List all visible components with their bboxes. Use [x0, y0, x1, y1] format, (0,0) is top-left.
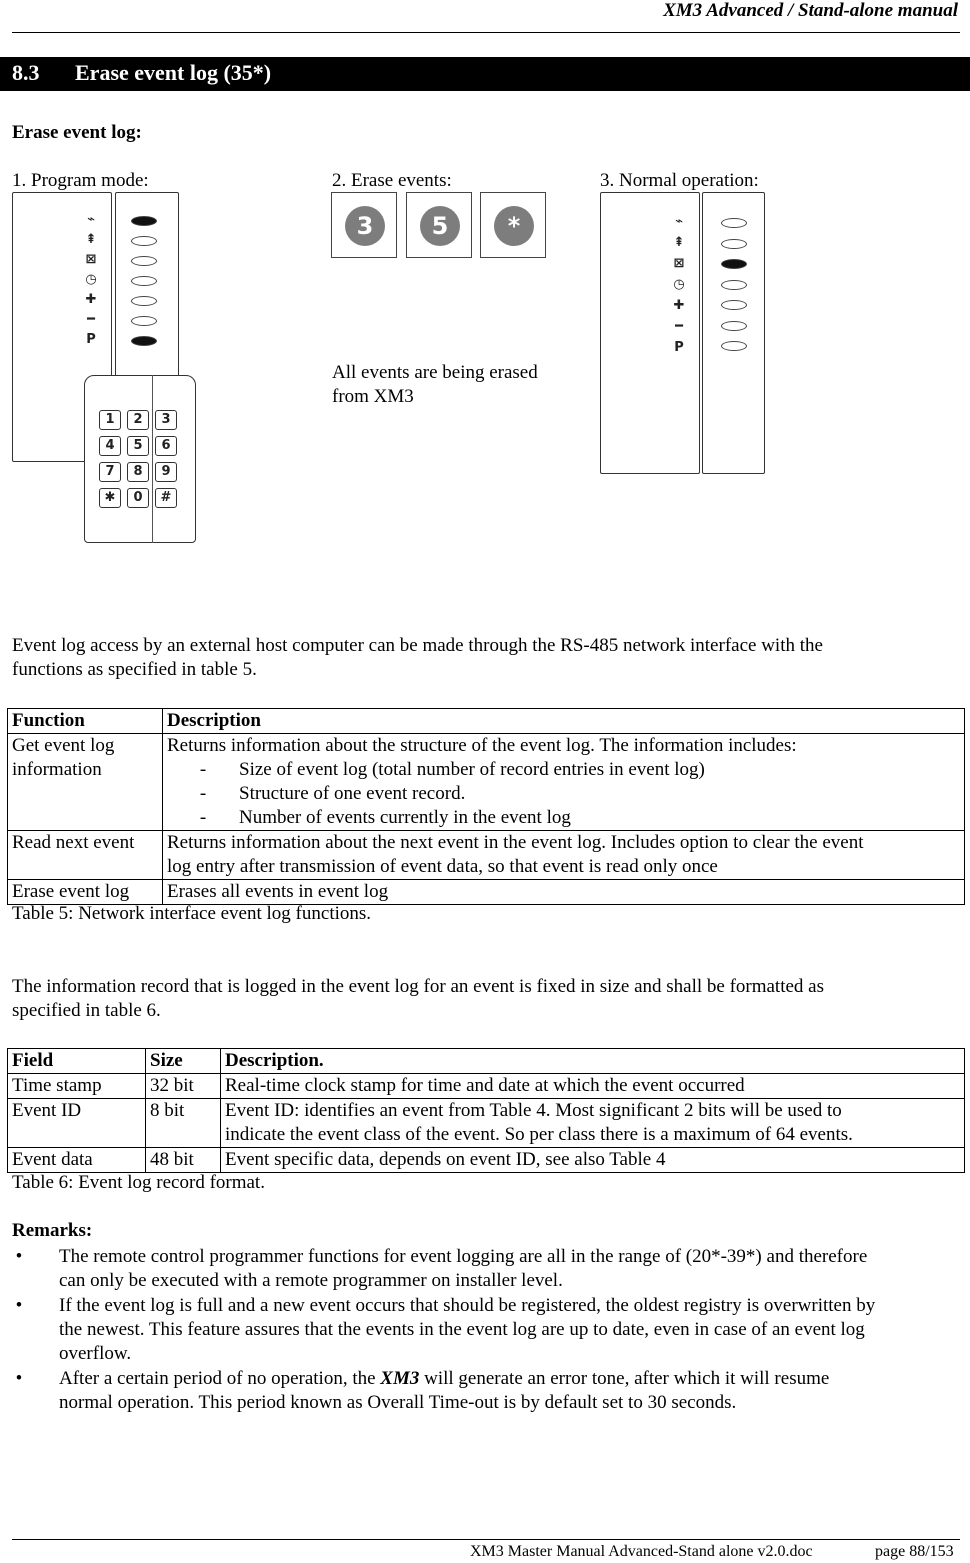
table-row — [8, 1099, 965, 1148]
led-on-indicator — [721, 259, 747, 269]
table-row — [8, 880, 965, 905]
keypad-key: 2 — [127, 410, 149, 430]
erase-caption — [332, 361, 538, 409]
table-cell-description — [221, 1099, 965, 1148]
table-6 — [7, 1048, 965, 1173]
keypad-key: 6 — [155, 436, 177, 456]
remark-text: will generate an error tone, after which it will resume — [419, 1368, 830, 1389]
key-5-button — [406, 192, 472, 258]
keypad-key: 3 — [155, 410, 177, 430]
step-1-label: 1. Program mode: — [12, 170, 149, 191]
led-off-indicator — [721, 341, 747, 351]
table-cell-description: Real-time clock stamp for time and date at which the event occurred — [221, 1074, 965, 1099]
door-icon: ⇞ — [85, 232, 97, 247]
section-number: 8.3 — [12, 60, 40, 85]
remark-text: After a certain period of no operation, the — [59, 1368, 381, 1389]
keypad-key: ✱ — [99, 488, 121, 508]
table-5 — [7, 708, 965, 905]
remark-line: the newest. This feature assures that the events in the event log are up to date, even in case of an event log — [59, 1319, 865, 1340]
remark-line: can only be executed with a remote programmer on installer level. — [59, 1270, 563, 1291]
door-icon: ⇞ — [673, 235, 685, 250]
remark-line: If the event log is full and a new event occurs that should be registered, the oldest registry is overwritten by — [59, 1295, 876, 1316]
table-cell-description: Event specific data, depends on event ID, see also Table 4 — [221, 1148, 965, 1173]
dash-item-text: Structure of one event record. — [239, 783, 466, 804]
led-off-indicator — [131, 236, 157, 246]
keypad-body — [84, 375, 196, 543]
paragraph-2-line-2: specified in table 6. — [12, 1000, 161, 1021]
remark-line: The remote control programmer functions for event logging are all in the range of (20*-39*) and therefore — [59, 1246, 868, 1267]
key-3-label: 3 — [345, 206, 385, 246]
table-6-caption: Table 6: Event log record format. — [12, 1172, 265, 1193]
table-cell-description — [163, 831, 965, 880]
table-cell-size: 32 bit — [146, 1074, 221, 1099]
minus-icon: ━ — [675, 319, 683, 334]
led-off-indicator — [721, 300, 747, 310]
keypad-key: 1 — [99, 410, 121, 430]
table-5-header-row — [8, 709, 965, 734]
paragraph-1-line-2: functions as specified in table 5. — [12, 659, 257, 680]
keypad-seam — [152, 375, 153, 543]
dash-item: - Size of event log (total number of record entries in event log) — [199, 759, 705, 780]
keypad-key: 4 — [99, 436, 121, 456]
p-icon: P — [674, 340, 684, 355]
led-off-indicator — [131, 276, 157, 286]
cell-line: log entry after transmission of event data, so that event is read only once — [167, 856, 718, 877]
box-x-icon: ⊠ — [85, 252, 97, 267]
list-item — [12, 1245, 957, 1293]
table-cell-function: Erase event log — [8, 880, 163, 905]
keypad-key: 9 — [155, 462, 177, 482]
list-item — [12, 1294, 957, 1366]
table-row — [8, 734, 965, 831]
plus-icon: ✚ — [85, 292, 97, 307]
header-rule — [12, 32, 960, 33]
col-header-field: Field — [8, 1049, 146, 1074]
remarks-heading: Remarks: — [12, 1220, 93, 1241]
table-6-header-row — [8, 1049, 965, 1074]
led-off-indicator — [131, 256, 157, 266]
footer-document-name: XM3 Master Manual Advanced-Stand alone v2.0.doc — [470, 1543, 813, 1560]
led-off-indicator — [721, 321, 747, 331]
keypad-key: # — [155, 488, 177, 508]
table-cell-field: Event data — [8, 1148, 146, 1173]
key-star-label: * — [494, 206, 534, 246]
section-title: Erase event log (35*) — [75, 60, 272, 85]
key-5-label: 5 — [420, 206, 460, 246]
clock-icon: ◷ — [673, 277, 685, 292]
col-header-description: Description. — [221, 1049, 965, 1074]
table-row — [8, 831, 965, 880]
led-off-indicator — [721, 239, 747, 249]
bullet-icon: • — [15, 1295, 23, 1316]
table-cell-function: Read next event — [8, 831, 163, 880]
table-cell-size: 8 bit — [146, 1099, 221, 1148]
dash-item-text: Number of events currently in the event log — [239, 807, 571, 828]
keypad-key: 7 — [99, 462, 121, 482]
cell-line: Returns information about the structure of the event log. The information includes: — [167, 735, 797, 756]
col-header-description: Description — [163, 709, 965, 734]
led-off-indicator — [131, 296, 157, 306]
led-on-indicator — [131, 216, 157, 226]
clock-icon: ◷ — [85, 272, 97, 287]
keypad-key: 5 — [127, 436, 149, 456]
dash-item: - Number of events currently in the event log — [199, 807, 571, 828]
erase-caption-line-2: from XM3 — [332, 386, 414, 407]
normal-operation-device — [600, 192, 766, 474]
reader-right-panel-normal — [702, 192, 765, 474]
list-item — [12, 1367, 957, 1415]
cell-line: Get event log — [12, 735, 115, 756]
section-heading-bar — [0, 57, 970, 91]
step-3-label: 3. Normal operation: — [600, 170, 759, 191]
col-header-function: Function — [8, 709, 163, 734]
led-off-indicator — [131, 316, 157, 326]
led-off-indicator — [721, 280, 747, 290]
keypad-key: 8 — [127, 462, 149, 482]
intro-heading: Erase event log: — [12, 122, 142, 143]
key-3-button — [331, 192, 397, 258]
footer-page-number: page 88/153 — [875, 1543, 954, 1560]
col-header-size: Size — [146, 1049, 221, 1074]
paragraph-event-log-access — [12, 634, 823, 682]
erase-caption-line-1: All events are being erased — [332, 362, 538, 383]
table-cell-description: Erases all events in event log — [163, 880, 965, 905]
minus-icon: ━ — [87, 312, 95, 327]
remark-line: overflow. — [59, 1343, 132, 1364]
table-cell-size: 48 bit — [146, 1148, 221, 1173]
box-x-icon: ⊠ — [673, 256, 685, 271]
p-icon: P — [86, 332, 96, 347]
table-row — [8, 1148, 965, 1173]
signal-icon: ⌁ — [87, 212, 95, 227]
table-cell-field: Event ID — [8, 1099, 146, 1148]
cell-line: Event ID: identifies an event from Table 4. Most significant 2 bits will be used to — [225, 1100, 842, 1121]
brand-name: XM3 — [380, 1368, 420, 1389]
paragraph-1-line-1: Event log access by an external host computer can be made through the RS-485 network interface with the — [12, 635, 823, 656]
dash-item: - Structure of one event record. — [199, 783, 466, 804]
cell-line: indicate the event class of the event. So per class there is a maximum of 64 events. — [225, 1124, 853, 1145]
header-title: XM3 Advanced / Stand-alone manual — [663, 0, 958, 21]
remarks-list — [12, 1245, 957, 1416]
paragraph-record-format — [12, 975, 824, 1023]
key-star-button — [480, 192, 546, 258]
remark-line — [59, 1367, 957, 1391]
plus-icon: ✚ — [673, 298, 685, 313]
footer-rule — [12, 1539, 960, 1540]
keypad-key: 0 — [127, 488, 149, 508]
cell-line: information — [12, 759, 102, 780]
dash-item-text: Size of event log (total number of record entries in event log) — [239, 759, 705, 780]
table-row — [8, 1074, 965, 1099]
table-5-caption: Table 5: Network interface event log functions. — [12, 903, 372, 924]
led-on-indicator — [131, 336, 157, 346]
table-cell-field: Time stamp — [8, 1074, 146, 1099]
bullet-icon: • — [15, 1246, 23, 1267]
step-2-label: 2. Erase events: — [332, 170, 452, 191]
paragraph-2-line-1: The information record that is logged in the event log for an event is fixed in size and shall be formatted as — [12, 976, 824, 997]
cell-line: Returns information about the next event in the event log. Includes option to clear the event — [167, 832, 864, 853]
table-cell-function — [8, 734, 163, 831]
bullet-icon: • — [15, 1368, 23, 1389]
led-off-indicator — [721, 218, 747, 228]
table-cell-description — [163, 734, 965, 831]
signal-icon: ⌁ — [675, 214, 683, 229]
remark-line: normal operation. This period known as Overall Time-out is by default set to 30 seconds. — [59, 1392, 737, 1413]
program-mode-device — [12, 192, 197, 547]
